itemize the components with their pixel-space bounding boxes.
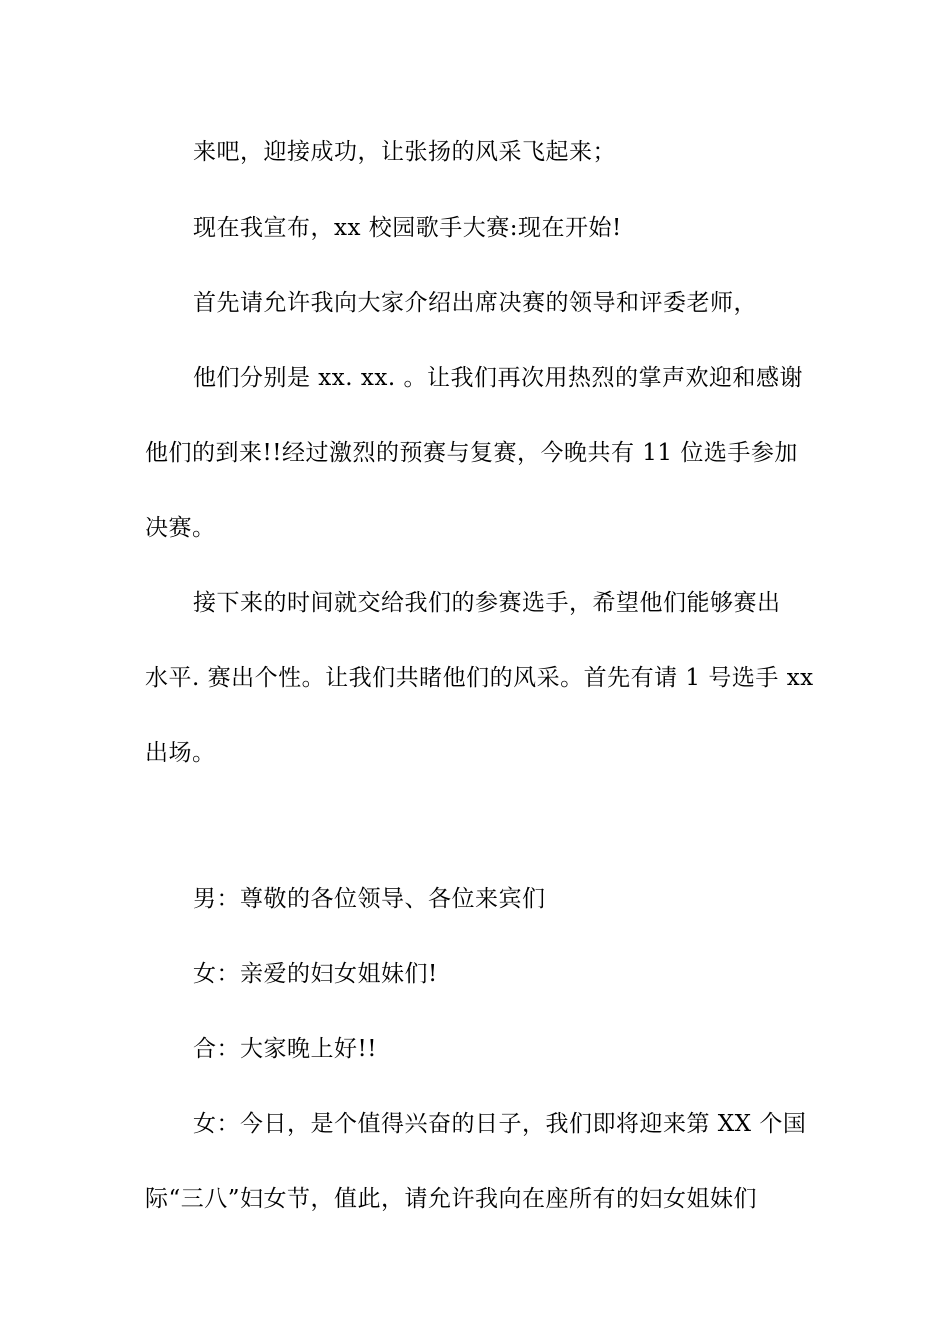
paragraph-line: 出场。: [145, 740, 216, 766]
paragraph-line: 际“三八”妇女节，值此，请允许我向在座所有的妇女姐妹们: [145, 1186, 758, 1212]
paragraph-line: 女：今日，是个值得兴奋的日子，我们即将迎来第 XX 个国: [193, 1111, 807, 1137]
paragraph-line: 接下来的时间就交给我们的参赛选手，希望他们能够赛出: [193, 590, 781, 616]
paragraph-line: 他们分别是 xx. xx. 。让我们再次用热烈的掌声欢迎和感谢: [193, 365, 803, 391]
paragraph-line: 水平. 赛出个性。让我们共睹他们的风采。首先有请 1 号选手 xx: [145, 665, 814, 691]
paragraph-line: 男：尊敬的各位领导、各位来宾们: [193, 886, 546, 912]
paragraph-line: 首先请允许我向大家介绍出席决赛的领导和评委老师，: [193, 290, 757, 316]
paragraph-line: 来吧，迎接成功，让张扬的风采飞起来；: [193, 139, 616, 165]
paragraph-line: 他们的到来!!经过激烈的预赛与复赛，今晚共有 11 位选手参加: [145, 440, 798, 466]
paragraph-line: 合：大家晚上好!!: [193, 1036, 377, 1062]
paragraph-line: 女：亲爱的妇女姐妹们!: [193, 961, 438, 987]
paragraph-line: 现在我宣布，xx 校园歌手大赛:现在开始!: [193, 215, 622, 241]
paragraph-line: 决赛。: [145, 515, 216, 541]
